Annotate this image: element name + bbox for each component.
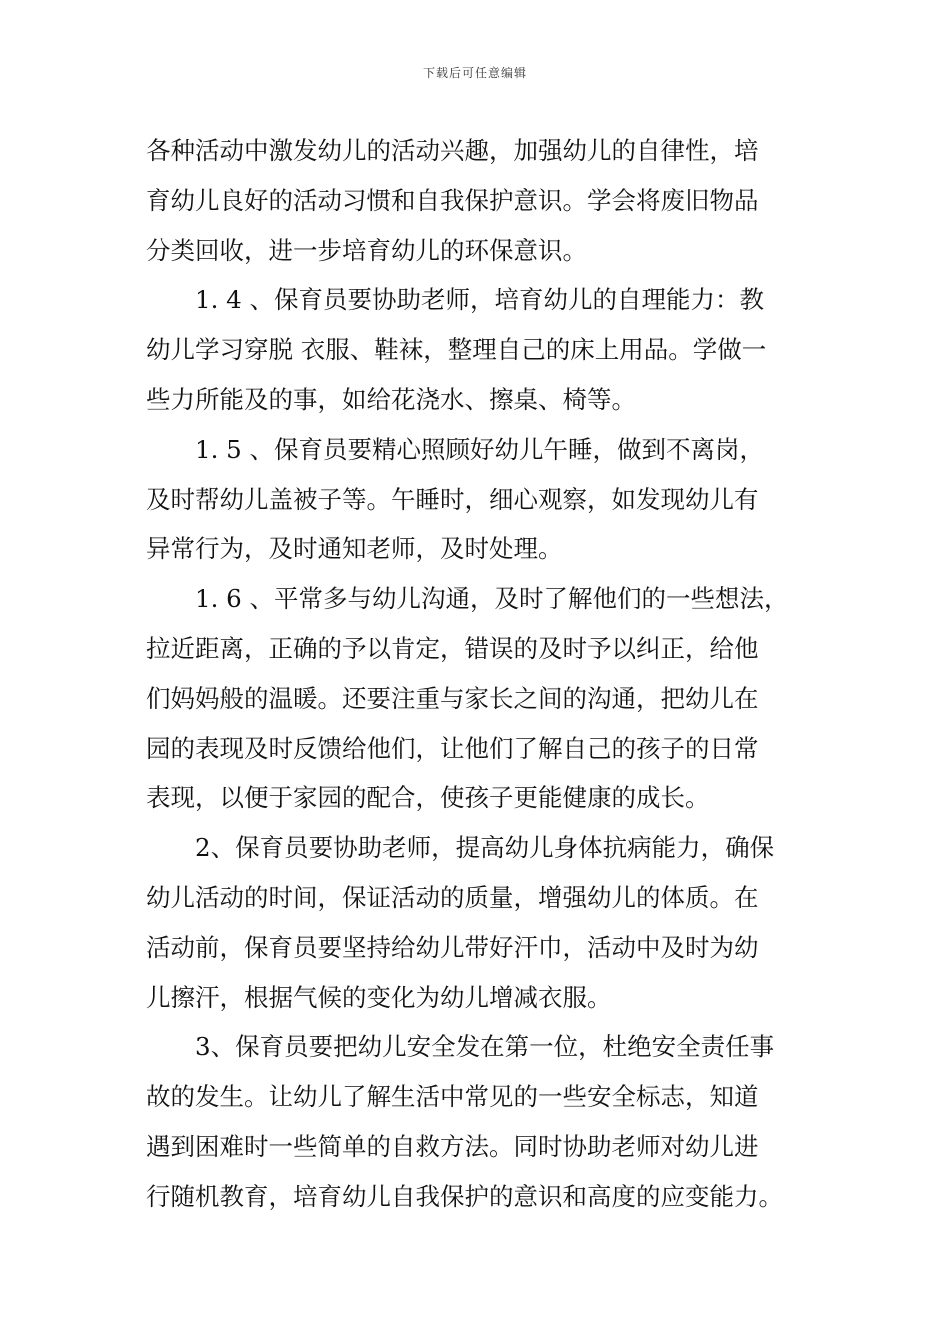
text-line: 遇到困难时一些简单的自救方法。同时协助老师对幼儿进 xyxy=(146,1131,759,1161)
text-line: 各种活动中激发幼儿的活动兴趣，加强幼儿的自律性，培 xyxy=(146,136,759,165)
text-line: 分类回收，进一步培育幼儿的环保意识。 xyxy=(146,235,587,265)
text-line: 异常行为，及时通知老师，及时处理。 xyxy=(146,534,563,564)
text-line: 幼儿活动的时间，保证活动的质量，增强幼儿的体质。在 xyxy=(146,882,759,912)
text-line: 些力所能及的事，如给花浇水、擦桌、椅等。 xyxy=(146,384,636,414)
text-line: 们妈妈般的温暖。还要注重与家长之间的沟通，把幼儿在 xyxy=(146,683,759,713)
paragraph-start-line: 1. 4 、保育员要协助老师，培育幼儿的自理能力：教 xyxy=(195,285,765,315)
text-line: 活动前，保育员要坚持给幼儿带好汗巾，活动中及时为幼 xyxy=(146,932,759,962)
page-header: 下载后可任意编辑 xyxy=(422,66,527,80)
text-line: 育幼儿良好的活动习惯和自我保护意识。学会将废旧物品 xyxy=(146,185,759,215)
paragraph-start-line: 2、保育员要协助老师，提高幼儿身体抗病能力，确保 xyxy=(195,833,775,863)
paragraph-start-line: 1. 6 、平常多与幼儿沟通，及时了解他们的一些想法， xyxy=(195,584,789,614)
text-line: 拉近距离，正确的予以肯定，错误的及时予以纠正，给他 xyxy=(146,633,759,663)
text-line: 表现，以便于家园的配合，使孩子更能健康的成长。 xyxy=(146,783,710,813)
paragraph-start-line: 3、保育员要把幼儿安全发在第一位，杜绝安全责任事 xyxy=(195,1032,775,1062)
text-line: 及时帮幼儿盖被子等。午睡时，细心观察，如发现幼儿有 xyxy=(146,484,759,514)
text-line: 园的表现及时反馈给他们，让他们了解自己的孩子的日常 xyxy=(146,733,759,763)
document-body xyxy=(146,126,818,1222)
text-line: 儿擦汗，根据气候的变化为幼儿增减衣服。 xyxy=(146,982,612,1012)
text-line: 故的发生。让幼儿了解生活中常见的一些安全标志，知道 xyxy=(146,1082,759,1112)
text-line: 行随机教育，培育幼儿自我保护的意识和高度的应变能力。 xyxy=(146,1181,783,1211)
text-line: 幼儿学习穿脱 衣服、鞋袜，整理自己的床上用品。学做一 xyxy=(146,335,767,365)
paragraph-start-line: 1. 5 、保育员要精心照顾好幼儿午睡，做到不离岗， xyxy=(195,434,765,464)
